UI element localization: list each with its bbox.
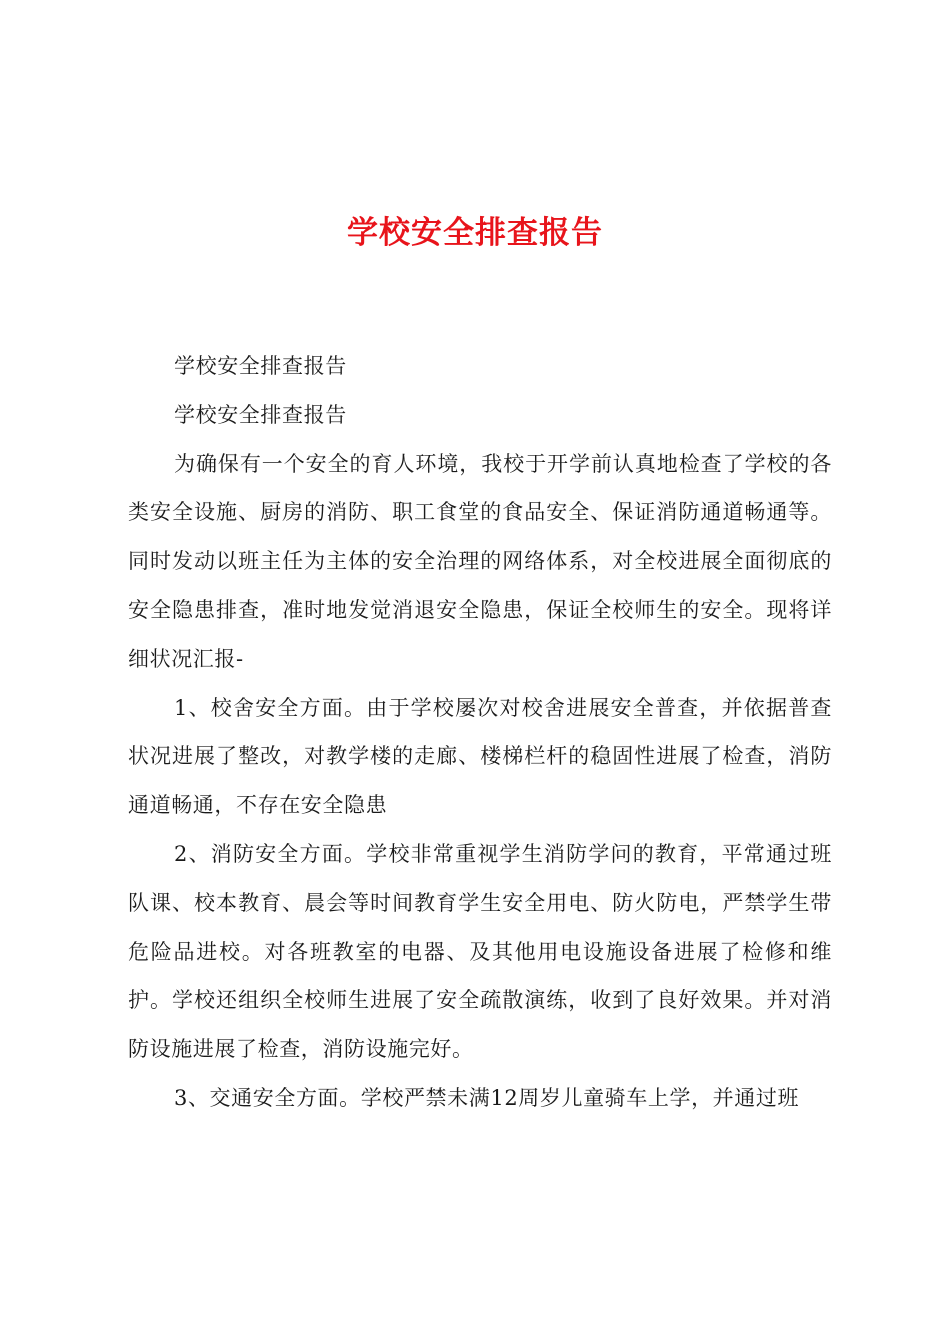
- document-body: [128, 342, 832, 1123]
- paragraph-building-safety: 1、校舍安全方面。由于学校屡次对校舍进展安全普查，并依据普查状况进展了整改，对教学楼的走廊、楼梯栏杆的稳固性进展了检查，消防通道畅通，不存在安全隐患: [128, 695, 832, 818]
- document-title: 学校安全排查报告: [347, 215, 603, 251]
- paragraph-subtitle-2: 学校安全排查报告: [174, 402, 347, 427]
- paragraph-intro: 为确保有一个安全的育人环境，我校于开学前认真地检查了学校的各类安全设施、厨房的消防、职工食堂的食品安全、保证消防通道畅通等。同时发动以班主任为主体的安全治理的网络体系，对全校进展全面彻底的安全隐患排查，准时地发觉消退安全隐患，保证全校师生的安全。现将详细状况汇报-: [128, 451, 832, 671]
- paragraph-subtitle-1: 学校安全排查报告: [174, 354, 347, 378]
- paragraph-fire-safety: 2、消防安全方面。学校非常重视学生消防学问的教育，平常通过班队课、校本教育、晨会等时间教育学生安全用电、防火防电，严禁学生带危险品进校。对各班教室的电器、及其他用电设施设备进展了检修和维护。学校还组织全校师生进展了安全疏散演练，收到了良好效果。并对消防设施进展了检查，消防设施完好。: [128, 841, 832, 1062]
- paragraph-traffic-safety: 3、交通安全方面。学校严禁未满12周岁儿童骑车上学，并通过班: [174, 1085, 800, 1110]
